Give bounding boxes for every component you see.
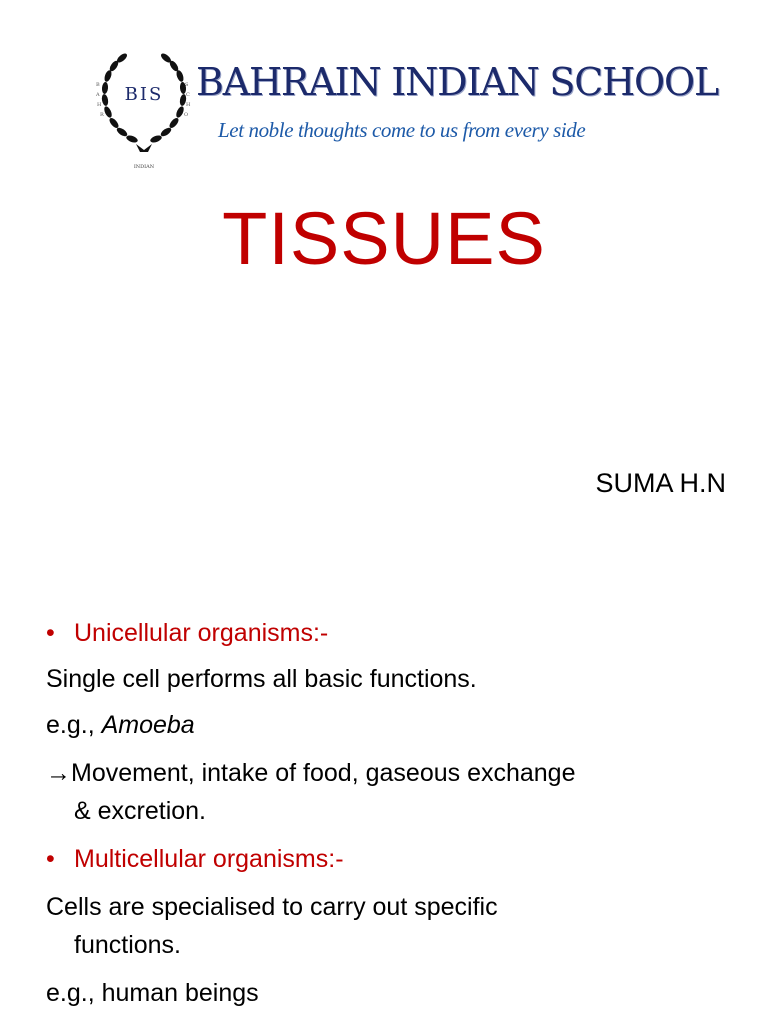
arrow-text: Movement, intake of food, gaseous exchange: [71, 759, 576, 787]
example-line: [46, 708, 195, 742]
example-line: e.g., human beings: [46, 979, 259, 1007]
text-line: Single cell performs all basic functions.: [46, 665, 477, 693]
bullet-multicellular: [46, 842, 344, 876]
arrow-line: [46, 756, 576, 790]
author-name: SUMA H.N: [595, 468, 726, 498]
svg-text:H: H: [186, 102, 191, 108]
text-line: Cells are specialised to carry out specific: [46, 893, 498, 921]
school-emblem-icon: [92, 44, 196, 172]
school-motto: Let noble thoughts come to us from every side: [218, 118, 586, 142]
svg-text:R: R: [100, 112, 104, 118]
content-slide: [0, 604, 768, 1024]
text-line: functions.: [74, 931, 182, 959]
svg-text:BIS: BIS: [124, 84, 164, 105]
svg-text:B: B: [96, 82, 100, 88]
text-line: & excretion.: [74, 797, 207, 825]
svg-text:INDIAN: INDIAN: [133, 164, 155, 170]
bullet-label: Unicellular organisms:-: [74, 619, 329, 647]
school-name: BAHRAIN INDIAN SCHOOL: [196, 60, 718, 104]
arrow-icon: →: [46, 759, 71, 787]
svg-text:H: H: [97, 102, 102, 108]
bullet-icon: •: [46, 619, 55, 647]
bullet-unicellular: [46, 616, 328, 650]
example-prefix: e.g.,: [46, 711, 102, 739]
example-value: Amoeba: [101, 711, 195, 739]
svg-text:C: C: [186, 92, 190, 98]
svg-text:A: A: [96, 92, 100, 98]
svg-text:S: S: [185, 82, 189, 88]
bullet-icon: •: [46, 845, 55, 873]
slide-title: TISSUES: [222, 197, 546, 280]
bullet-label: Multicellular organisms:-: [74, 845, 344, 873]
svg-text:O: O: [184, 112, 189, 118]
